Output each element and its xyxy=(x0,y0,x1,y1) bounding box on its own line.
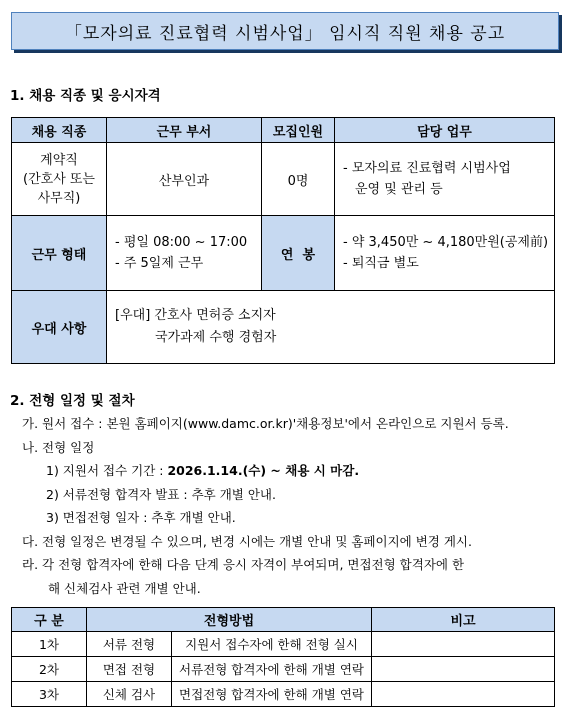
salary-label: 연 봉 xyxy=(262,216,335,291)
salary-line: - 약 3,450만 ~ 4,180만원(공제前) xyxy=(343,235,549,250)
header-stage: 구 분 xyxy=(12,608,87,632)
salary-cell xyxy=(335,216,555,291)
table-row xyxy=(12,657,555,682)
table-row xyxy=(12,143,555,216)
duty-line: 운영 및 관리 등 xyxy=(355,182,443,197)
schedule-item-ra: 라. 각 전형 합격자에 한해 다음 단계 응시 자격이 부여되며, 면접전형 합격자에 한 xyxy=(22,557,465,572)
method-cell: 서류 전형 xyxy=(87,632,172,657)
note-cell xyxy=(372,682,555,707)
schedule-item-ra-cont: 해 신체검사 관련 개별 안내. xyxy=(48,580,201,596)
application-period: 2026.1.14.(수) ~ 채용 시 마감. xyxy=(167,463,360,478)
table-row xyxy=(12,291,555,364)
work-type-cell xyxy=(107,216,262,291)
work-type-line: - 평일 08:00 ~ 17:00 xyxy=(115,235,248,250)
preference-line: [우대] 간호사 면허증 소지자 xyxy=(115,308,276,323)
schedule-body xyxy=(22,412,562,600)
selection-process-table xyxy=(11,607,555,707)
section-heading-schedule: 2. 전형 일정 및 절차 xyxy=(10,393,135,409)
salary-line: - 퇴직금 별도 xyxy=(343,256,419,271)
header-headcount: 모집인원 xyxy=(262,118,335,143)
job-type-cell xyxy=(12,143,107,216)
work-type-line: - 주 5일제 근무 xyxy=(115,256,204,271)
header-note: 비고 xyxy=(372,608,555,632)
job-type-line: 계약직 xyxy=(40,152,78,168)
preference-label: 우대 사항 xyxy=(12,291,107,364)
schedule-subitem-1 xyxy=(22,459,562,483)
schedule-item-da: 다. 전형 일정은 변경될 수 있으며, 변경 시에는 개별 안내 및 홈페이지에 변경 게시. xyxy=(22,533,472,549)
schedule-item-ga: 가. 원서 접수 : 본원 홈페이지(www.damc.or.kr)'채용정보'에서 온라인으로 지원서 등록. xyxy=(22,416,509,431)
method-cell: 면접 전형 xyxy=(87,657,172,682)
page-title: 「모자의료 진료협력 시범사업」 임시직 직원 채용 공고 xyxy=(11,12,559,50)
table-header-row xyxy=(12,608,555,632)
table-row xyxy=(12,632,555,657)
duty-cell xyxy=(335,143,555,216)
stage-cell: 3차 xyxy=(12,682,87,707)
method-desc-cell: 면접전형 합격자에 한해 개별 연락 xyxy=(172,682,372,707)
stage-cell: 2차 xyxy=(12,657,87,682)
schedule-subitem-2: 2) 서류전형 합격자 발표 : 추후 개별 안내. xyxy=(46,486,276,502)
table-header-row xyxy=(12,118,555,143)
method-desc-cell: 지원서 접수자에 한해 전형 실시 xyxy=(172,632,372,657)
schedule-subitem-1-prefix: 1) 지원서 접수 기간 : xyxy=(46,463,168,478)
header-duty: 담당 업무 xyxy=(335,118,555,143)
work-type-label: 근무 형태 xyxy=(12,216,107,291)
table-row xyxy=(12,682,555,707)
header-job-type: 채용 직종 xyxy=(12,118,107,143)
schedule-item-na: 나. 전형 일정 xyxy=(22,439,95,455)
table-row xyxy=(12,216,555,291)
stage-cell: 1차 xyxy=(12,632,87,657)
headcount-cell: 0명 xyxy=(262,143,335,216)
job-type-line: (간호사 또는 xyxy=(23,171,95,187)
eligibility-table xyxy=(11,117,555,364)
note-cell xyxy=(372,657,555,682)
method-desc-cell: 서류전형 합격자에 한해 개별 연락 xyxy=(172,657,372,682)
note-cell xyxy=(372,632,555,657)
duty-line: - 모자의료 진료협력 시범사업 xyxy=(343,161,511,176)
preference-cell xyxy=(107,291,555,364)
section-heading-eligibility: 1. 채용 직종 및 응시자격 xyxy=(10,88,161,104)
header-department: 근무 부서 xyxy=(107,118,262,143)
preference-line: 국가과제 수행 경험자 xyxy=(155,330,277,345)
schedule-subitem-3: 3) 면접전형 일자 : 추후 개별 안내. xyxy=(46,510,236,525)
department-cell: 산부인과 xyxy=(107,143,262,216)
header-method: 전형방법 xyxy=(87,608,372,632)
method-cell: 신체 검사 xyxy=(87,682,172,707)
job-type-line: 사무직) xyxy=(37,190,81,206)
